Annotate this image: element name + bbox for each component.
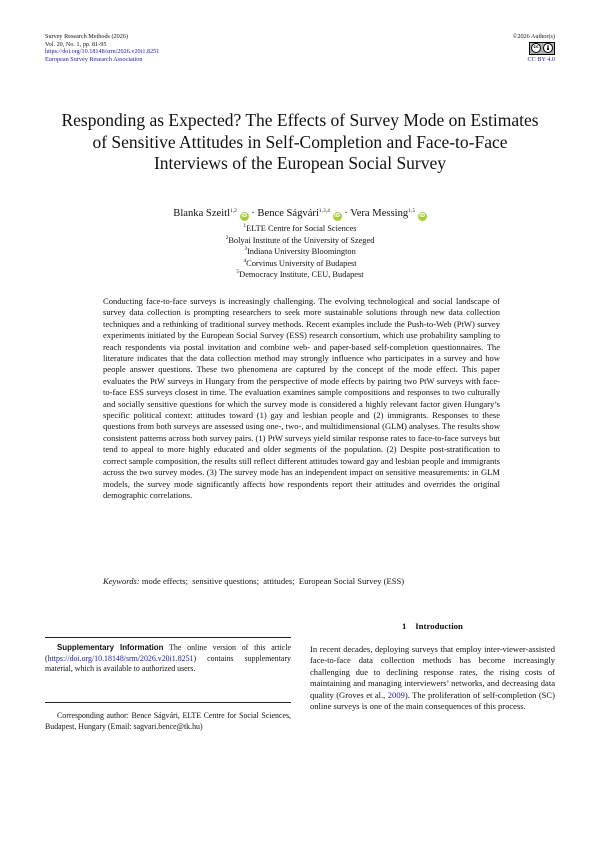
attribution-icon xyxy=(543,43,553,53)
orcid-icon[interactable]: iD xyxy=(241,213,248,219)
author-list xyxy=(60,207,540,221)
journal-name: Survey Research Methods (2026) xyxy=(45,33,128,40)
footnote-divider-2 xyxy=(45,702,291,703)
affiliation: $^4$Corvinus University of Budapest xyxy=(243,257,357,268)
author-affiliation-sup: 1,3,4 xyxy=(318,208,330,214)
citation-link[interactable]: 2009 xyxy=(387,689,405,700)
keywords-label: Keywords: xyxy=(103,576,140,586)
copyright-text: ©2026 Author(s) xyxy=(512,33,555,40)
keyword: European Social Survey (ESS) xyxy=(298,576,405,586)
volume-info: Vol. 20, No. 1, pp. 81-95 xyxy=(45,40,107,48)
author-separator: · xyxy=(251,208,255,219)
keyword: sensitive questions; xyxy=(192,576,259,586)
author-separator: · xyxy=(344,208,348,219)
author-name: Blanka Szeitl xyxy=(173,208,231,219)
keyword: mode effects; xyxy=(141,576,188,586)
creative-commons-icon: cc xyxy=(531,43,541,53)
supplementary-label: Supplementary Information xyxy=(57,643,164,652)
abstract: Conducting face-to-face surveys is increasingly challenging. The evolving technological and social landscape of survey data collection is prompting researchers to seek more sustainable solutions through new data collection techniques and a rethinking of traditional survey methods. Recent examples include the Push-to-Web (PtW) survey experiments initiated by the European Social Survey (ESS) research consortium, which use probability sampling to reach respondents via postal invitation and combine web- and paper-based self-completion questionnaires. The literature indicates that the data collection method may strongly influence who participates in a survey and how people answer questions. These two phenomena are captured by the concept of the mode effect. This paper evaluates the PtW surveys in Hungary from the perspective of mode effects by pairing two PtW surveys with face-to-face ESS surveys closest in time. The evaluation examines sample compositions and responses to two culturally and socially sensitive questions for which the survey mode is considered a highly relevant factor given Hungary’s specific political context: attitudes toward (1) gay and lesbian people and (2) immigrants. Responses to these questions from both surveys are assessed using one-, two-, and multidimensional (GLM) analyses. The results show consistent patterns across both survey pairs. (1) PtW surveys yield similar response rates to face-to-face surveys but tend to appeal to more highly educated and older segments of the population. (2) Despite post-stratification to correct sample composition, the results still reflect different attitudes toward gay and lesbian people and immigrants across the two survey modes. (3) The survey mode has an independent impact on sensitive measurements: in GLM models, the survey mode significantly affects how respondents report their attitudes and overrides the original demographic correlations. xyxy=(103,296,500,500)
affiliation: $^5$Democracy Institute, CEU, Budapest xyxy=(236,269,364,279)
affiliation-list xyxy=(60,223,540,281)
license-link[interactable]: CC BY 4.0 xyxy=(527,55,555,63)
doi-link[interactable]: https://doi.org/10.18148/srm/2026.v20i1.8251 xyxy=(45,48,160,56)
affiliation: $^3$Indiana University Bloomington xyxy=(244,246,356,256)
cc-license-badge[interactable] xyxy=(529,42,555,55)
author-affiliation-sup: 1,5 xyxy=(408,208,416,214)
keywords xyxy=(103,576,500,587)
keyword: attitudes; xyxy=(263,576,295,586)
affiliation: $^2$Bolyai Institute of the University of Szeged xyxy=(225,234,375,245)
orcid-icon[interactable]: iD xyxy=(334,213,340,219)
supplementary-doi-link[interactable]: https://doi.org/10.18148/srm/2026.v20i1.8251 xyxy=(47,653,194,663)
author-name: Vera Messing xyxy=(350,208,409,219)
corresponding-author-note: Corresponding author: Bence Ságvári, ELTE Centre for Social Sciences, Budapest, Hungary (Email: sagvari.bence@tk.hu) xyxy=(45,711,291,731)
affiliation: $^1$ELTE Centre for Social Sciences xyxy=(243,223,357,233)
author-name: Bence Ságvári xyxy=(257,208,319,219)
paper-title: Responding as Expected? The Effects of Survey Mode on Estimates of Sensitive Attitudes in Self-Completion and Face-to-Face Interviews of the European Social Survey xyxy=(61,110,539,173)
section-heading-introduction: 1 Introduction xyxy=(402,621,463,631)
orcid-icon[interactable]: iD xyxy=(419,213,426,219)
license-header xyxy=(513,33,555,63)
footnote-divider xyxy=(45,637,291,638)
introduction-paragraph: In recent decades, deploying surveys that employ inter-viewer-assisted face-to-face data collection methods has become increasingly challenging due to declining response rates, the rising costs of maintaining and managing interviewers’ networks, and decreasing data quality (Groves et al., 2009). The proliferation of self-completion (SC) online surveys is one of the main consequences of this process. xyxy=(310,644,555,712)
author-affiliation-sup: 1,2 xyxy=(230,208,237,214)
publisher-link[interactable]: European Survey Research Association xyxy=(45,55,143,63)
supplementary-information-note: Supplementary Information The online version of this article (https://doi.org/10.18148/srm/2026.v20i1.8251) contains supplementary material, which is available to authorized users. xyxy=(45,643,291,674)
journal-header xyxy=(45,33,159,63)
